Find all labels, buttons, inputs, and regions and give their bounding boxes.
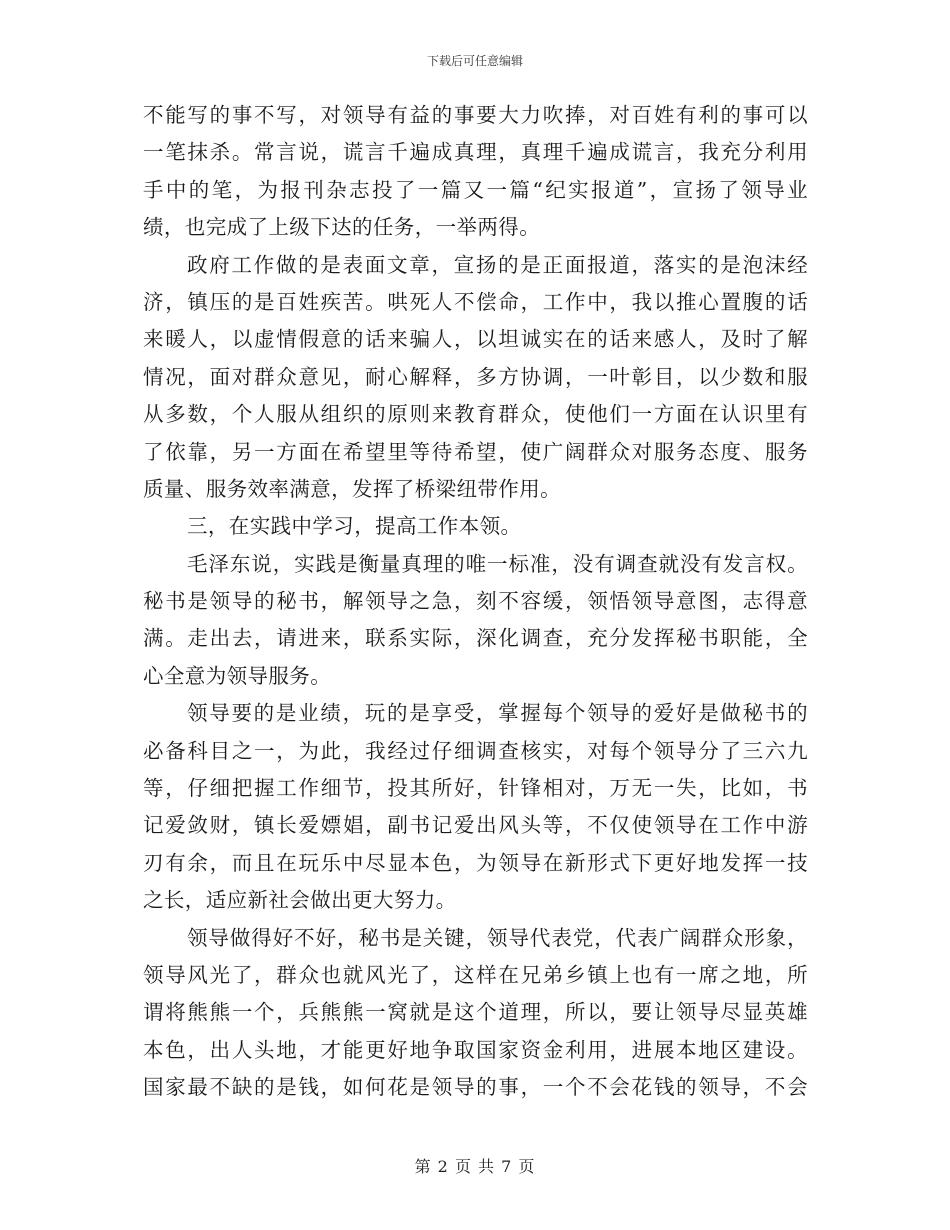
text-line: 绩，也完成了上级下达的任务，一举两得。 [143, 215, 541, 240]
text-line: 了依靠，另一方面在希望里等待希望，使广阔群众对服务态度、服务 [143, 439, 808, 464]
page-number: 第 2 页 共 7 页 [414, 1157, 536, 1176]
text-line: 心全意为领导服务。 [143, 663, 332, 688]
text-line: 不能写的事不写，对领导有益的事要大力吹捧，对百姓有利的事可以 [143, 103, 808, 127]
text-line: 毛泽东说，实践是衡量真理的唯一标准，没有调查就没有发言权。 [187, 551, 808, 576]
page-header: 下载后可任意编辑 [426, 54, 523, 68]
text-line: 刃有余，而且在玩乐中尽显本色，为领导在新形式下更好地发挥一技 [143, 850, 808, 875]
text-line: 满。走出去，请进来，联系实际，深化调查，充分发挥秘书职能，全 [143, 626, 808, 651]
text-line: 从多数，个人服从组织的原则来教育群众，使他们一方面在认识里有 [143, 402, 808, 427]
text-line: 记爱敛财，镇长爱嫖娼，副书记爱出风头等，不仅使领导在工作中游 [143, 813, 808, 838]
text-line: 济，镇压的是百姓疾苦。哄死人不偿命，工作中，我以推心置腹的话 [143, 289, 808, 314]
text-line: 领导风光了，群众也就风光了，这样在兄弟乡镇上也有一席之地，所 [143, 962, 808, 987]
text-line: 情况，面对群众意见，耐心解释，多方协调，一叶彰目，以少数和服 [143, 364, 808, 389]
text-line: 国家最不缺的是钱，如何花是领导的事，一个不会花钱的领导，不会 [143, 1075, 808, 1100]
text-line: 等，仔细把握工作细节，投其所好，针锋相对，万无一失，比如，书 [143, 776, 808, 801]
text-line: 手中的笔，为报刊杂志投了一篇又一篇“纪实报道”，宣扬了领导业 [143, 177, 808, 202]
text-line: 来暖人，以虚情假意的话来骗人，以坦诚实在的话来感人，及时了解 [143, 327, 808, 352]
text-line: 质量、服务效率满意，发挥了桥梁纽带作用。 [143, 476, 561, 501]
text-line: 政府工作做的是表面文章，宣扬的是正面报道，落实的是泡沫经 [187, 252, 808, 277]
text-line: 一笔抹杀。常言说，谎言千遍成真理，真理千遍成谎言，我充分利用 [143, 140, 808, 165]
text-line: 之长，适应新社会做出更大努力。 [143, 888, 457, 913]
text-line: 领导要的是业绩，玩的是享受，掌握每个领导的爱好是做秘书的 [187, 701, 808, 726]
text-line: 三，在实践中学习，提高工作本领。 [187, 514, 522, 539]
text-line: 必备科目之一，为此，我经过仔细调查核实，对每个领导分了三六九 [143, 738, 808, 763]
text-line: 领导做得好不好，秘书是关键，领导代表党，代表广阔群众形象， [187, 925, 808, 950]
text-line: 本色，出人头地，才能更好地争取国家资金利用，进展本地区建设。 [143, 1037, 808, 1062]
text-line: 秘书是领导的秘书，解领导之急，刻不容缓，领悟领导意图，志得意 [143, 589, 808, 614]
text-line: 谓将熊熊一个，兵熊熊一窝就是这个道理，所以，要让领导尽显英雄 [143, 1000, 808, 1025]
document-body [143, 97, 808, 1107]
